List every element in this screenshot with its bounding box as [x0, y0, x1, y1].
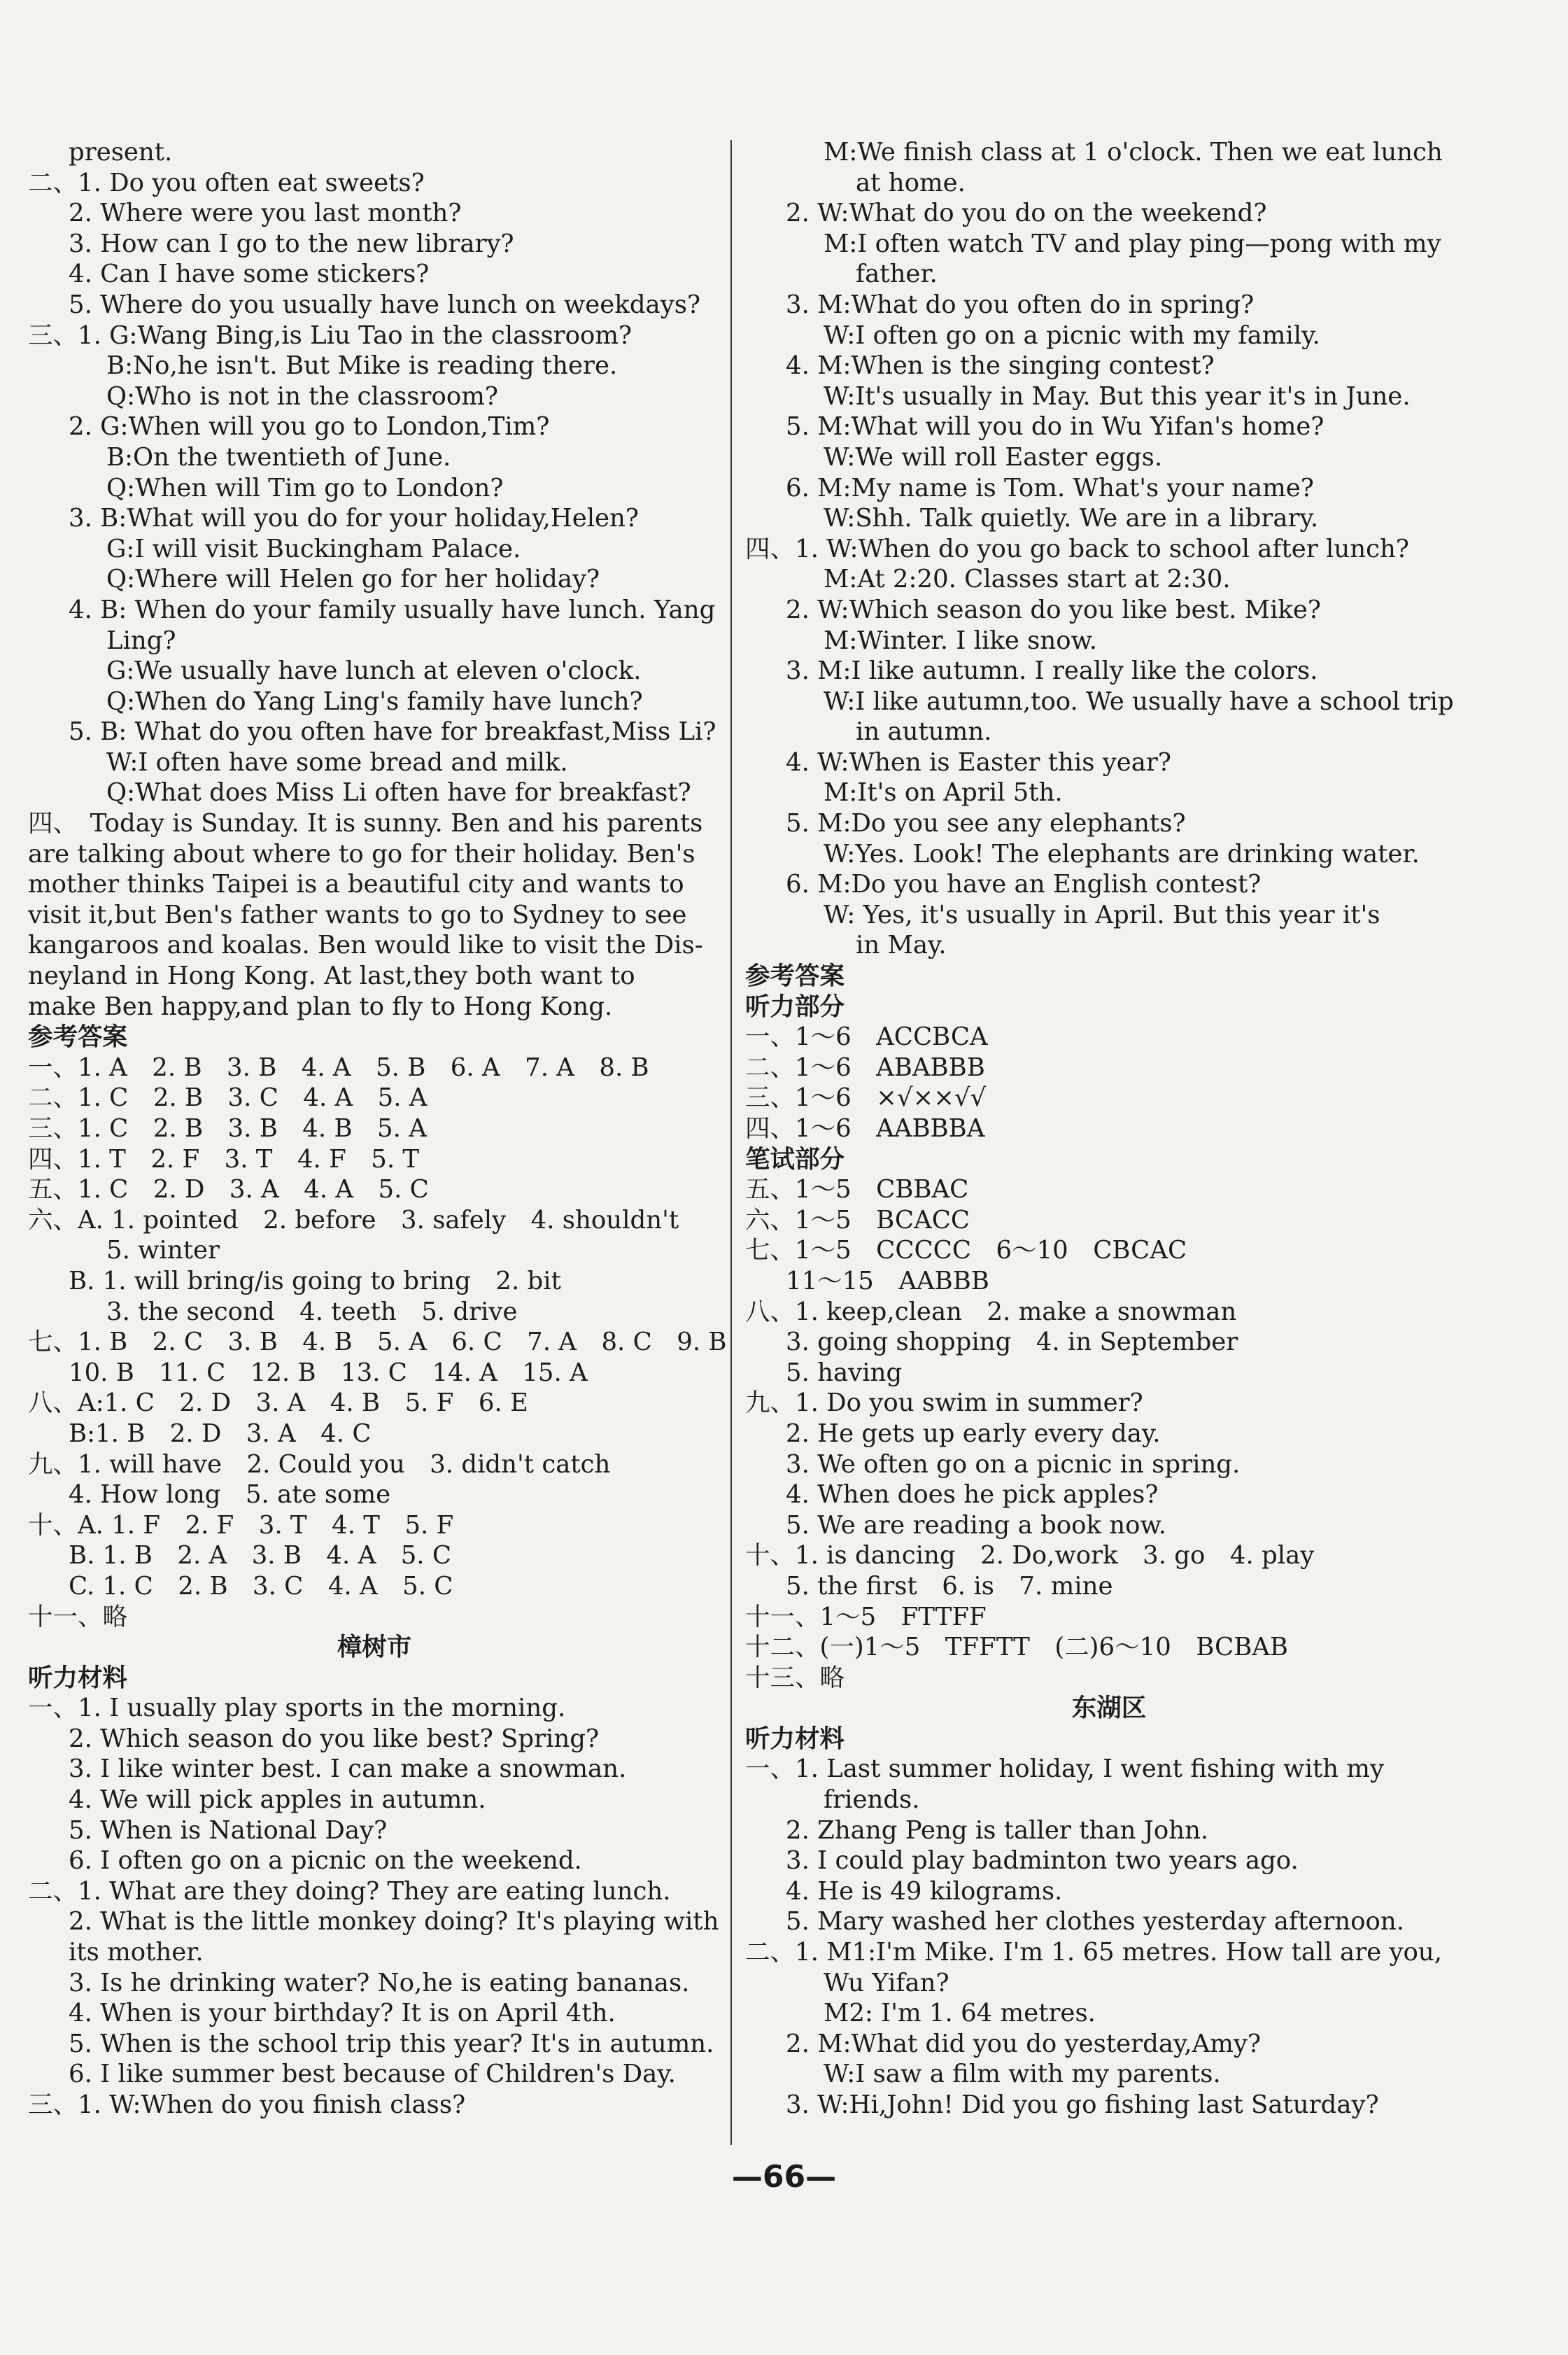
section-heading: 参考答案 — [745, 962, 845, 991]
text-line: B:No,he isn't. But Mike is reading there. — [106, 351, 618, 381]
text-line: M:I often watch TV and play ping—pong with my — [824, 229, 1441, 258]
text-line: Q:Where will Helen go for her holiday? — [106, 565, 600, 594]
text-line: M:At 2:20. Classes start at 2:30. — [824, 565, 1231, 594]
text-line: 二、1. C 2. B 3. C 4. A 5. A — [28, 1083, 428, 1113]
text-line: 5. M:What will you do in Wu Yifan's home? — [786, 412, 1325, 442]
text-line: 3. going shopping 4. in September — [786, 1328, 1238, 1357]
text-line: 一、1. A 2. B 3. B 4. A 5. B 6. A 7. A 8. B — [28, 1053, 649, 1082]
text-line: 五、1. C 2. D 3. A 4. A 5. C — [28, 1175, 429, 1204]
text-line: 四、1. T 2. F 3. T 4. F 5. T — [28, 1144, 420, 1174]
text-line: 4. How long 5. ate some — [69, 1480, 391, 1510]
text-line: kangaroos and koalas. Ben would like to visit the Dis- — [28, 931, 703, 960]
text-line: make Ben happy,and plan to fly to Hong Kong. — [28, 992, 613, 1021]
text-line: 5. having — [786, 1358, 903, 1387]
text-line: 二、1. M1:I'm Mike. I'm 1. 65 metres. How tall are you, — [745, 1938, 1443, 1967]
text-line: 六、A. 1. pointed 2. before 3. safely 4. shouldn't — [28, 1205, 679, 1235]
text-line: in May. — [856, 931, 947, 960]
text-line: its mother. — [69, 1938, 204, 1967]
text-line: 十二、(一)1～5 TFFTT (二)6～10 BCBAB — [745, 1633, 1289, 1662]
text-line: C. 1. C 2. B 3. C 4. A 5. C — [69, 1571, 453, 1601]
section-heading: 听力部分 — [745, 992, 845, 1021]
text-line: W:We will roll Easter eggs. — [824, 442, 1163, 472]
text-line: 十、1. is dancing 2. Do,work 3. go 4. play — [745, 1541, 1315, 1570]
text-line: 4. He is 49 kilograms. — [786, 1876, 1063, 1906]
section-title: 樟树市 — [337, 1633, 412, 1662]
text-line: 二、1～6 ABABBB — [745, 1053, 985, 1082]
text-line: neyland in Hong Kong. At last,they both want to — [28, 962, 635, 991]
text-line: 十三、略 — [745, 1663, 845, 1692]
text-line: 十、A. 1. F 2. F 3. T 4. T 5. F — [28, 1510, 454, 1540]
text-line: 4. When is your birthday? It is on April 4th. — [69, 1999, 616, 2028]
text-line: 4. B: When do your family usually have lunch. Yang — [69, 595, 716, 624]
text-line: 三、1～6 ×√××√√ — [745, 1083, 987, 1113]
text-line: 八、1. keep,clean 2. make a snowman — [745, 1297, 1237, 1326]
text-line: 2. G:When will you go to London,Tim? — [69, 412, 550, 442]
text-line: 5. When is the school trip this year? It's in autumn. — [69, 2029, 714, 2058]
text-line: W: Yes, it's usually in April. But this year it's — [824, 900, 1380, 929]
text-line: 6. M:Do you have an English contest? — [786, 870, 1262, 899]
text-line: father. — [856, 260, 938, 289]
text-line: 八、A:1. C 2. D 3. A 4. B 5. F 6. E — [28, 1389, 528, 1418]
text-line: G:I will visit Buckingham Palace. — [106, 534, 521, 563]
text-line: 6. M:My name is Tom. What's your name? — [786, 473, 1314, 502]
text-line: 5. We are reading a book now. — [786, 1510, 1166, 1540]
section-heading: 听力材料 — [28, 1663, 128, 1692]
text-line: 6. I like summer best because of Children's Day. — [69, 2060, 676, 2089]
text-line: 4. We will pick apples in autumn. — [69, 1785, 486, 1815]
text-line: B:On the twentieth of June. — [106, 442, 451, 472]
left-column — [28, 137, 727, 2121]
text-line: 6. I often go on a picnic on the weekend. — [69, 1846, 582, 1876]
column-divider — [730, 140, 732, 2145]
text-line: 3. We often go on a picnic in spring. — [786, 1449, 1241, 1479]
text-line: 5. M:Do you see any elephants? — [786, 809, 1186, 838]
text-line: 5. the first 6. is 7. mine — [786, 1571, 1113, 1601]
text-line: 3. W:Hi,John! Did you go fishing last Saturday? — [786, 2090, 1379, 2119]
text-line: B. 1. will bring/is going to bring 2. bit — [69, 1266, 561, 1295]
text-line: Q:When will Tim go to London? — [106, 473, 504, 502]
text-line: 三、1. G:Wang Bing,is Liu Tao in the classroom? — [28, 321, 633, 350]
text-line: 十一、略 — [28, 1602, 128, 1631]
page-number: —66— — [731, 2159, 837, 2195]
text-line: 七、1～5 CCCCC 6～10 CBCAC — [745, 1236, 1187, 1265]
text-line: 十一、1～5 FTTFF — [745, 1602, 987, 1631]
text-line: 2. W:Which season do you like best. Mike? — [786, 595, 1321, 624]
text-line: W:I often go on a picnic with my family. — [824, 321, 1320, 350]
section-heading: 听力材料 — [745, 1724, 845, 1753]
right-column — [745, 137, 1473, 2121]
text-line: 三、1. C 2. B 3. B 4. B 5. A — [28, 1114, 427, 1143]
text-line: 4. M:When is the singing contest? — [786, 351, 1215, 381]
text-line: 四、1～6 AABBBA — [745, 1114, 985, 1143]
text-line: 3. Is he drinking water? No,he is eating bananas. — [69, 1968, 690, 1997]
text-line: B:1. B 2. D 3. A 4. C — [69, 1419, 372, 1448]
text-line: W:Yes. Look! The elephants are drinking water. — [824, 839, 1420, 869]
text-line: friends. — [824, 1785, 920, 1815]
text-line: present. — [69, 138, 173, 167]
section-heading: 参考答案 — [28, 1022, 128, 1052]
text-line: W:I like autumn,too. We usually have a school trip — [824, 687, 1454, 716]
text-line: 3. B:What will you do for your holiday,Helen? — [69, 504, 639, 533]
text-line: 四、1. W:When do you go back to school after lunch? — [745, 534, 1409, 563]
text-line: 2. M:What did you do yesterday,Amy? — [786, 2029, 1262, 2058]
text-line: Wu Yifan? — [824, 1968, 949, 1997]
text-line: 2. Where were you last month? — [69, 199, 462, 228]
text-line: 九、1. will have 2. Could you 3. didn't catch — [28, 1449, 611, 1479]
text-line: 六、1～5 BCACC — [745, 1205, 970, 1235]
text-line: are talking about where to go for their holiday. Ben's — [28, 839, 695, 869]
text-line: 5. B: What do you often have for breakfast,Miss Li? — [69, 717, 716, 747]
text-line: G:We usually have lunch at eleven o'clock. — [106, 656, 642, 686]
text-line: 一、1. I usually play sports in the morning. — [28, 1694, 566, 1723]
text-line: 11～15 AABBB — [786, 1266, 989, 1295]
text-line: 3. M:What do you often do in spring? — [786, 290, 1255, 319]
text-line: at home. — [856, 168, 966, 197]
text-line: 2. What is the little monkey doing? It's playing with — [69, 1907, 719, 1936]
text-line: 5. When is National Day? — [69, 1815, 388, 1845]
text-line: 5. Mary washed her clothes yesterday afternoon. — [786, 1907, 1405, 1936]
text-line: 二、1. What are they doing? They are eating lunch. — [28, 1876, 671, 1906]
text-line: W:Shh. Talk quietly. We are in a library. — [824, 504, 1319, 533]
section-title: 东湖区 — [1071, 1694, 1147, 1723]
text-line: M:We finish class at 1 o'clock. Then we eat lunch — [824, 138, 1443, 167]
text-line: 一、1. Last summer holiday, I went fishing with my — [745, 1755, 1385, 1784]
text-line: M:It's on April 5th. — [824, 778, 1063, 808]
text-line: 三、1. W:When do you finish class? — [28, 2090, 466, 2119]
text-line: 2. W:What do you do on the weekend? — [786, 199, 1267, 228]
text-line: 四、 Today is Sunday. It is sunny. Ben and his parents — [28, 809, 703, 838]
text-line: 3. the second 4. teeth 5. drive — [106, 1297, 518, 1326]
text-line: mother thinks Taipei is a beautiful city and wants to — [28, 870, 684, 899]
text-line: 2. Zhang Peng is taller than John. — [786, 1815, 1209, 1845]
text-line: M:Winter. I like snow. — [824, 626, 1098, 655]
text-line: 七、1. B 2. C 3. B 4. B 5. A 6. C 7. A 8. C 9. B — [28, 1328, 727, 1357]
text-line: 4. W:When is Easter this year? — [786, 747, 1171, 777]
text-line: 二、1. Do you often eat sweets? — [28, 168, 425, 197]
text-line: 五、1～5 CBBAC — [745, 1175, 969, 1204]
text-line: Q:Who is not in the classroom? — [106, 381, 498, 411]
text-line: 4. When does he pick apples? — [786, 1480, 1159, 1510]
text-line: Ling? — [106, 626, 176, 655]
text-line: 3. I like winter best. I can make a snowman. — [69, 1755, 627, 1784]
text-line: 九、1. Do you swim in summer? — [745, 1389, 1143, 1418]
text-line: W:I often have some bread and milk. — [106, 747, 568, 777]
text-line: 2. He gets up early every day. — [786, 1419, 1161, 1448]
text-line: 3. M:I like autumn. I really like the colors. — [786, 656, 1318, 686]
text-line: 5. winter — [106, 1236, 220, 1265]
text-line: M2: I'm 1. 64 metres. — [824, 1999, 1096, 2028]
text-line: 2. Which season do you like best? Spring? — [69, 1724, 600, 1753]
text-line: 3. I could play badminton two years ago. — [786, 1846, 1299, 1876]
text-line: 3. How can I go to the new library? — [69, 229, 514, 258]
text-line: 一、1～6 ACCBCA — [745, 1022, 988, 1052]
text-line: W:It's usually in May. But this year it's in June. — [824, 381, 1411, 411]
section-heading: 笔试部分 — [745, 1144, 845, 1174]
text-line: B. 1. B 2. A 3. B 4. A 5. C — [69, 1541, 452, 1570]
text-line: 5. Where do you usually have lunch on weekdays? — [69, 290, 701, 319]
text-line: Q:When do Yang Ling's family have lunch? — [106, 687, 643, 716]
text-line: 4. Can I have some stickers? — [69, 260, 430, 289]
text-line: in autumn. — [856, 717, 992, 747]
text-line: 10. B 11. C 12. B 13. C 14. A 15. A — [69, 1358, 588, 1387]
text-line: W:I saw a film with my parents. — [824, 2060, 1221, 2089]
text-line: visit it,but Ben's father wants to go to Sydney to see — [28, 900, 687, 929]
text-line: Q:What does Miss Li often have for breakfast? — [106, 778, 691, 808]
